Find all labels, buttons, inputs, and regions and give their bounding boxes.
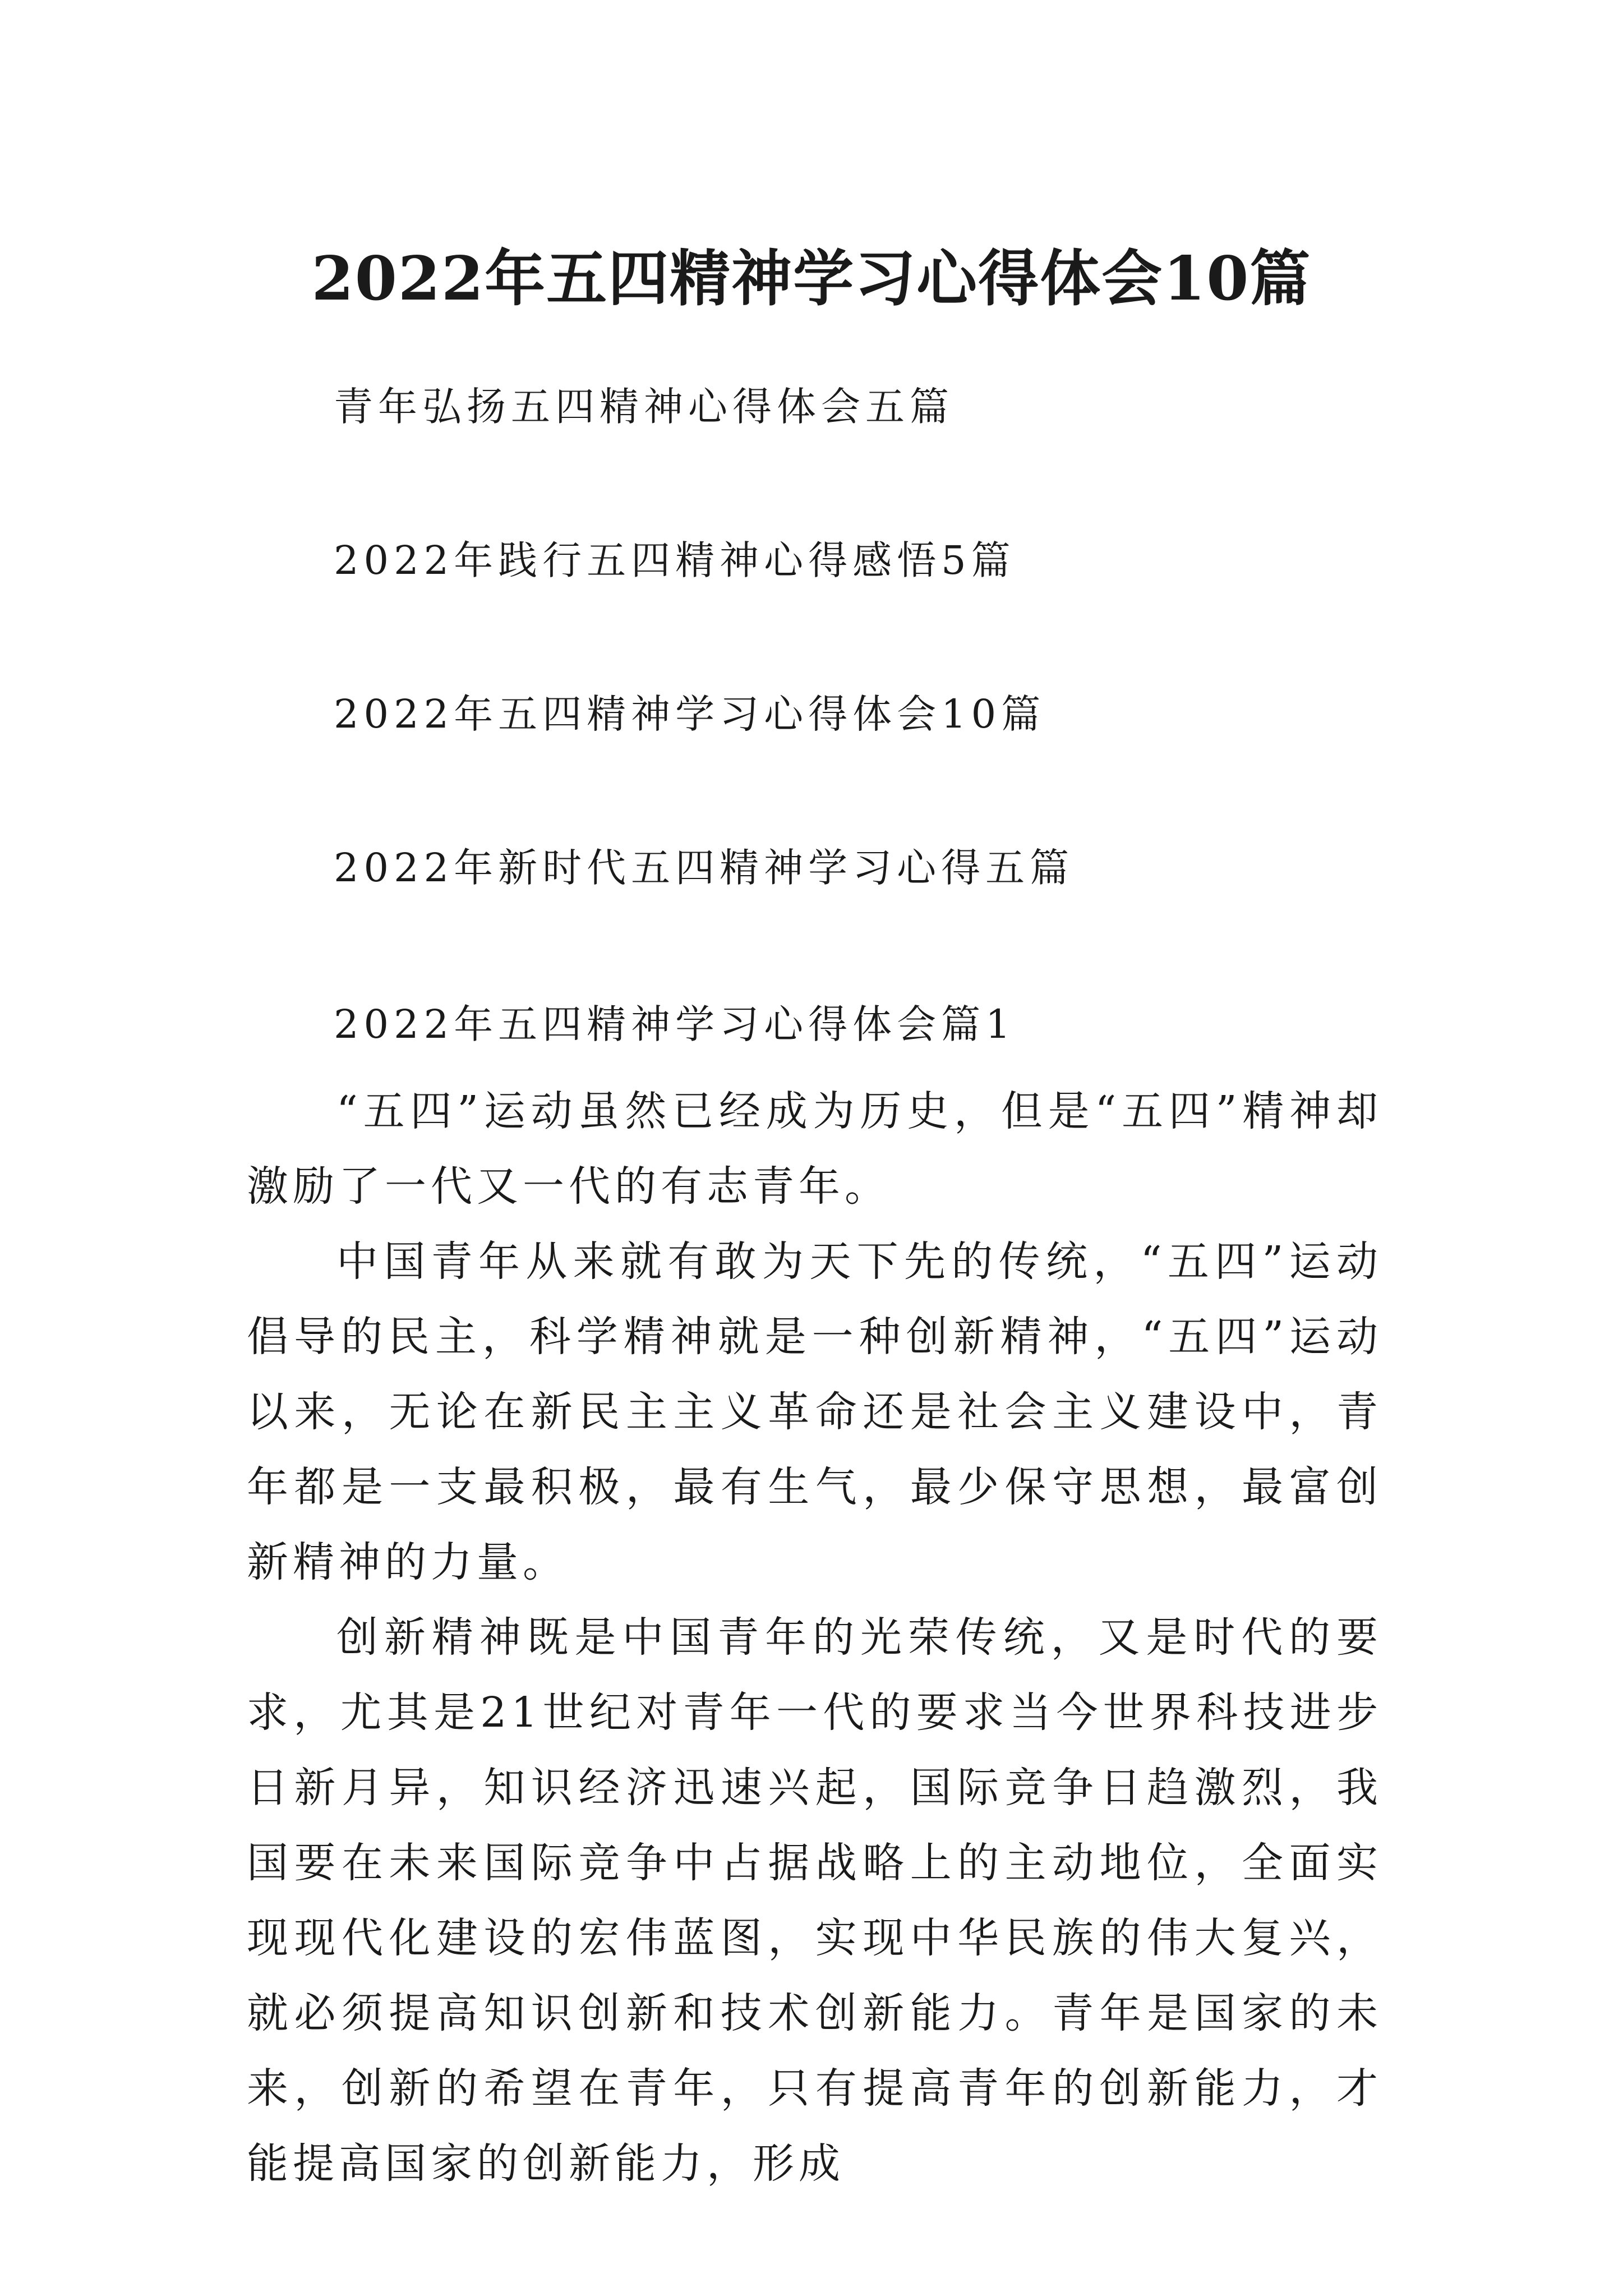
paragraph: “五四”运动虽然已经成为历史，但是“五四”精神却激励了一代又一代的有志青年。 — [247, 1087, 1382, 1211]
paragraph: 中国青年从来就有敢为天下先的传统，“五四”运动倡导的民主，科学精神就是一种创新精神，“五四”运动以来，无论在新民主主义革命还是社会主义建设中，青年都是一支最积极，最有生气，最少保守思想，最富创新精神的力量。 — [247, 1237, 1382, 1586]
toc-item: 2022年新时代五四精神学习心得五篇 — [334, 845, 1075, 891]
document-title: 2022年五四精神学习心得体会10篇 — [311, 243, 1312, 315]
toc-item: 2022年五四精神学习心得体会10篇 — [334, 691, 1046, 737]
toc-item: 青年弘扬五四精神心得体会五篇 — [334, 384, 954, 430]
section-heading: 2022年五四精神学习心得体会篇1 — [334, 1001, 1016, 1047]
body-text — [247, 1074, 1382, 2201]
toc-item: 2022年践行五四精神心得感悟5篇 — [334, 537, 1016, 583]
paragraph: 创新精神既是中国青年的光荣传统，又是时代的要求，尤其是21世纪对青年一代的要求当今世界科技进步日新月异，知识经济迅速兴起，国际竞争日趋激烈，我国要在未来国际竞争中占据战略上的主动地位，全面实现现代化建设的宏伟蓝图，实现中华民族的伟大复兴，就必须提高知识创新和技术创新能力。青年是国家的未来，创新的希望在青年，只有提高青年的创新能力，才能提高国家的创新能力，形成 — [247, 1613, 1382, 2188]
table-of-contents — [334, 379, 1399, 993]
